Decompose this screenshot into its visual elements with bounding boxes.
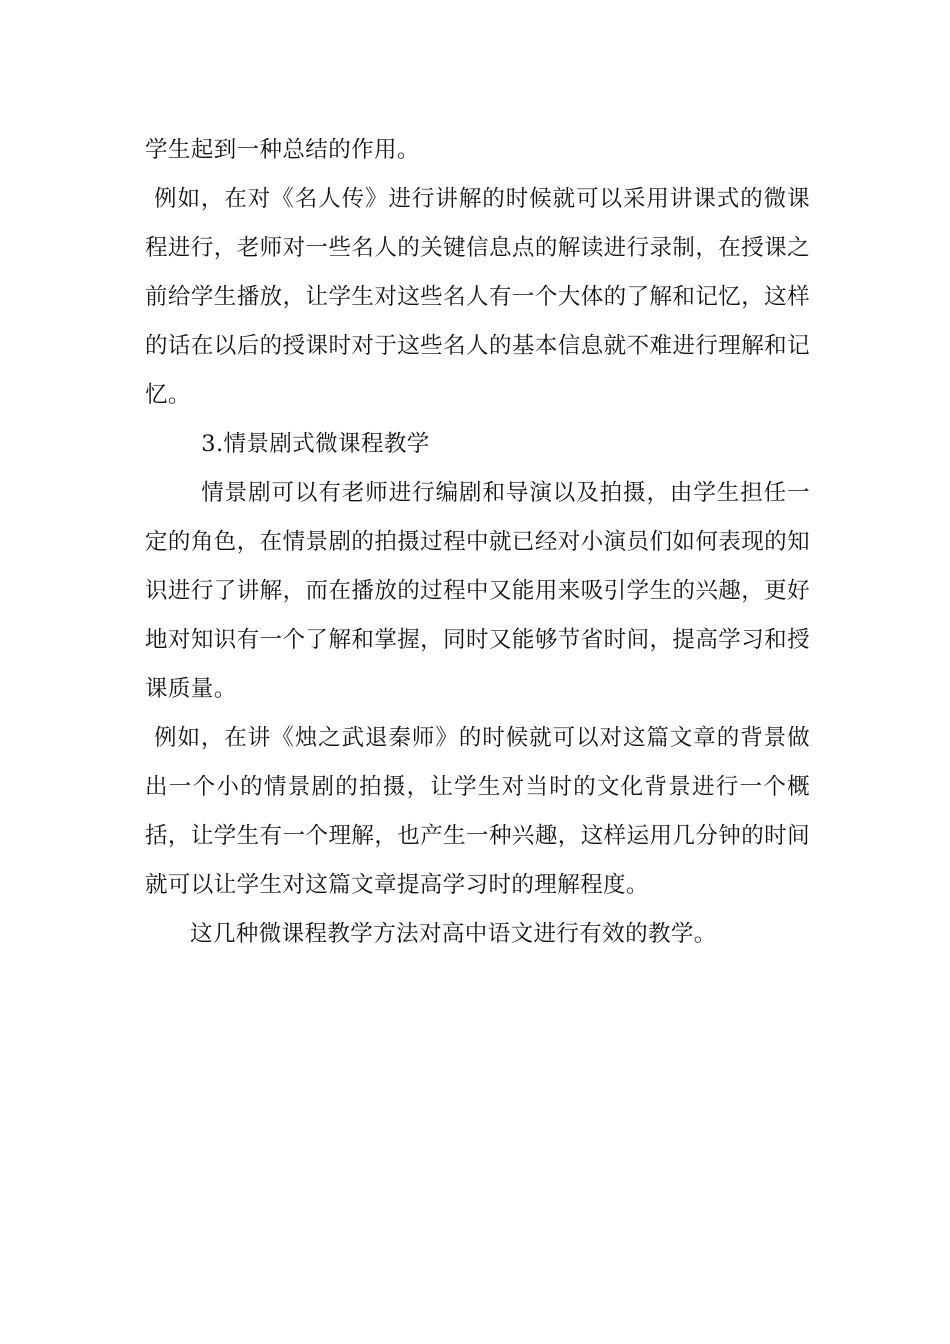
paragraph-conclusion: 这几种微课程教学方法对高中语文进行有效的教学。 — [190, 921, 717, 947]
paragraph-example-mingrenzhuan: 例如，在对《名人传》进行讲解的时候就可以采用讲课式的微课程进行，老师对一些名人的关键信息点的解读进行录制，在授课之前给学生播放，让学生对这些名人有一个大体的了解和记忆，这样的话在以后的授课时对于这些名人的基本信息就不难进行理解和记忆。 — [145, 186, 810, 408]
paragraph-example-zhuzhiwu: 例如，在讲《烛之武退秦师》的时候就可以对这篇文章的背景做出一个小的情景剧的拍摄，让学生对当时的文化背景进行一个概括，让学生有一个理解，也产生一种兴趣，这样运用几分钟的时间就可以让学生对这篇文章提高学习时的理解程度。 — [145, 725, 810, 898]
section-heading-situational-drama: 3.情景剧式微课程教学 — [201, 431, 430, 457]
paragraph-summary-end: 学生起到一种总结的作用。 — [145, 137, 420, 163]
document-body — [145, 126, 810, 959]
paragraph-situational-drama: 情景剧可以有老师进行编剧和导演以及拍摄，由学生担任一定的角色，在情景剧的拍摄过程中就已经对小演员们如何表现的知识进行了讲解，而在播放的过程中又能用来吸引学生的兴趣，更好地对知识有一个了解和掌握，同时又能够节省时间，提高学习和授课质量。 — [145, 480, 810, 702]
